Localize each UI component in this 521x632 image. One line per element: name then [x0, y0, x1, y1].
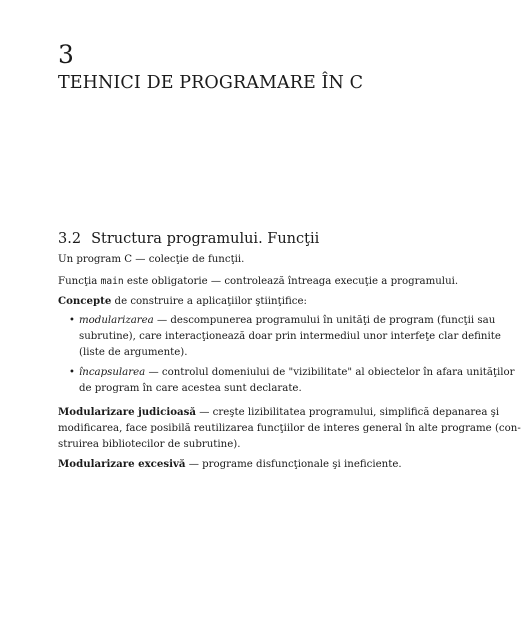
paragraph-excesiva [58, 456, 418, 473]
bullet-line-text: — descompunerea programului în unităţi de program (funcţii sau [153, 315, 496, 326]
section-heading [58, 230, 319, 248]
judicioasa-text: — creşte lizibilitatea programului, simplifică depanarea şi [195, 407, 500, 418]
bullet-dot-icon: • [69, 315, 75, 326]
chapter-title: TEHNICI DE PROGRAMARE ÎN C [58, 73, 364, 93]
paragraph-line: struirea bibliotecilor de subrutine). [58, 439, 241, 450]
paragraph-intro: Un program C — colecţie de funcţii. [58, 254, 245, 265]
bullet-term: modularizarea [79, 315, 154, 326]
concepte-rest: de construire a aplicaţiilor ştiinţifice: [111, 296, 307, 307]
judicioasa-bold: Modularizare judicioasă [58, 406, 196, 418]
bullet-line: subrutine), care interacţionează doar prin intermediul unor interfeţe clar definite [79, 331, 501, 342]
bullet-line [79, 313, 496, 329]
excesiva-rest: — programe disfuncţionale şi ineficiente. [185, 459, 402, 470]
bullet-item-incapsularea [79, 365, 515, 397]
code-main: main [100, 276, 124, 287]
concepte-bold: Concepte [58, 295, 112, 307]
excesiva-bold: Modularizare excesivă [58, 458, 186, 470]
section-number: 3.2 [58, 231, 82, 247]
chapter-number: 3 [58, 40, 74, 69]
bullet-line-text: — controlul domeniului de "vizibilitate" al obiectelor în afara unităţilor [145, 367, 515, 378]
paragraph-line: modificarea, face posibilă reutilizarea funcţiilor de interes general în alte programe (con- [58, 423, 521, 434]
paragraph-main [58, 274, 459, 290]
section-title: Structura programului. Funcţii [91, 231, 320, 247]
paragraph-main-prefix: Funcţia [58, 276, 101, 287]
bullet-line: de program în care acestea sunt declarate. [79, 383, 302, 394]
bullet-line: (liste de argumente). [79, 347, 188, 358]
paragraph-line [58, 404, 500, 421]
bullet-term: încapsularea [79, 367, 146, 378]
paragraph-judicioasa [58, 404, 521, 453]
bullet-item-modularizarea [79, 313, 501, 361]
paragraph-main-suffix: este obligatorie — controlează întreaga execuţie a programului. [123, 276, 459, 287]
bullet-dot-icon: • [69, 367, 75, 378]
bullet-line [79, 365, 515, 381]
paragraph-concepte [58, 293, 418, 310]
